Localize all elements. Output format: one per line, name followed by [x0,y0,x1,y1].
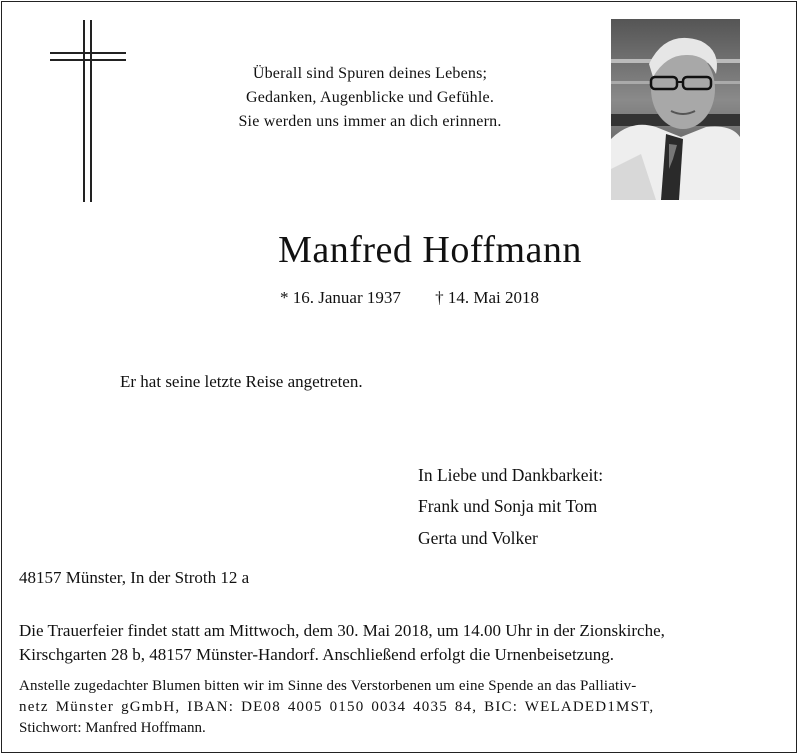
service-line: Die Trauerfeier findet statt am Mittwoch, dem 30. Mai 2018, um 14.00 Uhr in der Zionskirche, [19,621,665,640]
portrait-photo [611,19,740,200]
intro-text: Er hat seine letzte Reise angetreten. [120,372,363,391]
family-block [418,459,603,554]
family-member: Frank und Sonja mit Tom [418,496,598,516]
family-heading: In Liebe und Dankbarkeit: [418,465,604,485]
verse-line: Überall sind Spuren deines Lebens; [252,65,488,82]
donation-line: Stichwort: Manfred Hoffmann. [19,720,206,736]
verse-line: Sie werden uns immer an dich erinnern. [238,113,502,130]
service-line: Kirschgarten 28 b, 48157 Münster-Handorf. Anschließend erfolgt die Urnenbeisetzung. [19,645,614,664]
memorial-verse [190,62,550,134]
service-info [19,619,789,667]
donation-line: Anstelle zugedachter Blumen bitten wir im Sinne des Verstorbenen um eine Spende an das Palliativ- [19,678,637,694]
address: 48157 Münster, In der Stroth 12 a [19,568,250,587]
death-date: † 14. Mai 2018 [435,288,540,307]
cross-icon [50,20,126,202]
birth-date: * 16. Januar 1937 [280,288,401,307]
family-member: Gerta und Volker [418,528,538,548]
life-dates [280,288,569,308]
donation-info [19,676,789,739]
deceased-name: Manfred Hoffmann [278,229,582,271]
donation-line: netz Münster gGmbH, IBAN: DE08 4005 0150 0034 4035 84, BIC: WELADED1MST, [19,699,655,715]
verse-line: Gedanken, Augenblicke und Gefühle. [245,89,495,106]
